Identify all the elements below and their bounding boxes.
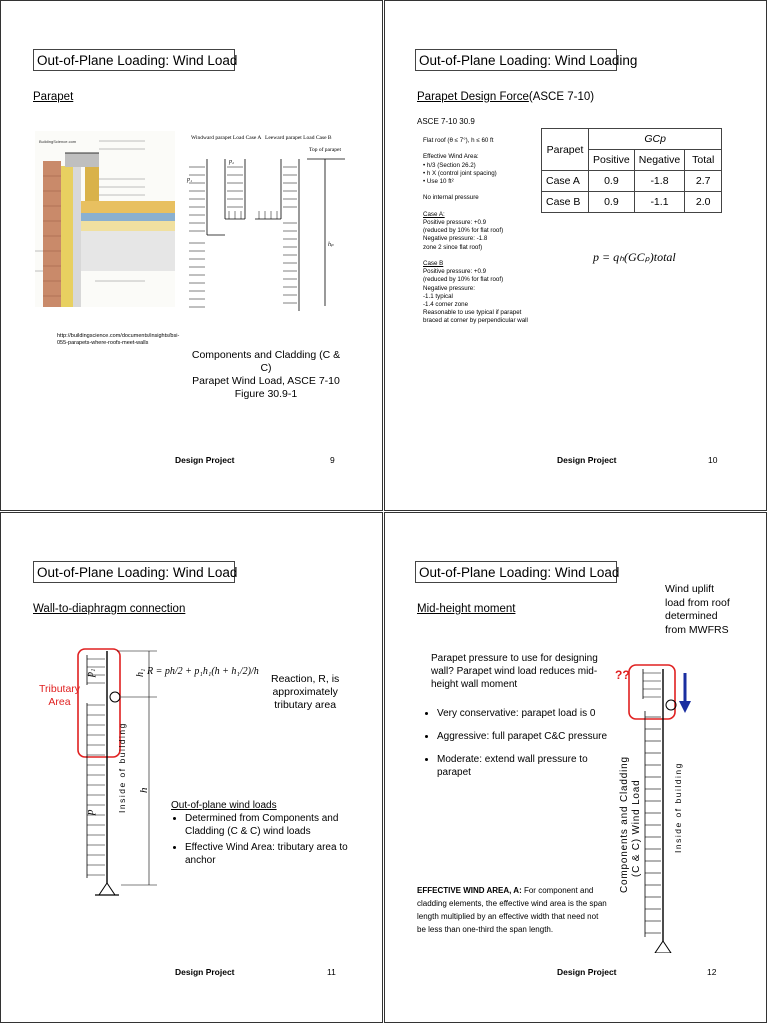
p1-label: p₁ xyxy=(187,177,193,183)
table-row xyxy=(542,171,722,192)
slide-subtitle: Parapet xyxy=(33,91,74,103)
note-line: -1.4 corner zone xyxy=(423,301,469,309)
caption-line: Figure 30.9-1 xyxy=(234,388,298,400)
slide-9 xyxy=(0,0,383,511)
page-number: 10 xyxy=(708,455,718,465)
parapet-wind-load-figure xyxy=(185,131,361,331)
list-item: • Determined from Components and Cladding (C & C) wind loads xyxy=(185,812,351,838)
inside-of-building-label: Inside of building xyxy=(673,762,683,853)
caption-line: Parapet Wind Load, ASCE 7-10 xyxy=(192,375,340,387)
watermark: BuildingScience.com xyxy=(39,139,77,144)
slide-title: Out-of-Plane Loading: Wind Load xyxy=(33,561,235,583)
table-cell: Case B xyxy=(542,192,589,213)
question-mark-label: ?? xyxy=(615,668,630,682)
list-item: • Effective Wind Area: tributary area to anchor xyxy=(185,841,351,867)
tributary-area-box xyxy=(78,649,120,757)
p1-label: p₁ xyxy=(85,668,96,677)
note-line: Positive pressure: +0.9 xyxy=(423,268,487,276)
table-header: Negative xyxy=(634,150,684,171)
uplift-arrowhead xyxy=(679,701,691,713)
h-label: h xyxy=(138,787,150,793)
wall-connection-diagram xyxy=(77,643,177,913)
wind-uplift-note: Wind uplift load from roof determined from MWFRS xyxy=(665,583,730,636)
slide-title: Out-of-Plane Loading: Wind Load xyxy=(33,49,235,71)
note-line: (reduced by 10% for flat roof) xyxy=(423,276,504,284)
mid-height-moment-diagram xyxy=(611,663,707,953)
table-header: Positive xyxy=(589,150,635,171)
note-line: Case A: xyxy=(423,210,445,218)
figure-caption xyxy=(191,349,341,401)
note-line: -1.1 typical xyxy=(423,292,453,300)
slide-title: Out-of-Plane Loading: Wind Load xyxy=(415,561,617,583)
note-line: (reduced by 10% for flat roof) xyxy=(423,227,504,235)
note-line: Case B xyxy=(423,260,444,268)
note-line: • h/3 (Section 26.2) xyxy=(423,161,476,169)
note-line: • Use 10 ft² xyxy=(423,178,454,186)
note-line: zone 2 since flat roof) xyxy=(423,243,483,251)
note-line: Positive pressure: +0.9 xyxy=(423,219,487,227)
table-cell: 0.9 xyxy=(589,171,635,192)
footer: Design Project xyxy=(557,455,617,465)
list-item: • Aggressive: full parapet C&C pressure xyxy=(437,730,617,743)
table-cell: -1.8 xyxy=(634,171,684,192)
caption-line: Components and Cladding (C & C) xyxy=(191,349,341,374)
parapet-section-illustration xyxy=(35,131,175,307)
reaction-formula: R = ph/2 + p₁h₁(h + h₁/2)/h xyxy=(147,666,259,677)
inside-of-building-label: Inside of building xyxy=(117,722,127,813)
table-group-header: GCp xyxy=(589,129,722,150)
gcp-table xyxy=(541,128,722,213)
note-line: Negative pressure: xyxy=(423,284,475,292)
list-item: • Moderate: extend wall pressure to parapet xyxy=(437,753,617,779)
slide-11 xyxy=(0,512,383,1023)
page-number: 9 xyxy=(330,455,335,465)
section-ref: ASCE 7-10 30.9 xyxy=(417,117,475,126)
slide-subtitle: Wall-to-diaphragm connection xyxy=(33,603,186,615)
reaction-note: Reaction, R, is approximately tributary area xyxy=(271,673,340,711)
case-a-label: Windward parapet Load Case A xyxy=(191,135,262,141)
footer: Design Project xyxy=(175,967,235,977)
h1-label: h₁ xyxy=(135,668,146,677)
pressure-formula: p = qₕ(GCₚ)total xyxy=(593,250,676,264)
cc-label-line2: (C & C) Wind Load xyxy=(631,779,642,877)
note-line: Effective Wind Area: xyxy=(423,153,479,161)
hp-label: hₚ xyxy=(328,242,334,248)
table-cell: 0.9 xyxy=(589,192,635,213)
note-line: No internal pressure xyxy=(423,194,479,202)
top-parapet-label: Top of parapet xyxy=(309,147,341,153)
list-item: • Very conservative: parapet load is 0 xyxy=(437,707,617,720)
slide-subtitle: Parapet Design Force(ASCE 7-10) xyxy=(417,91,595,103)
slide-12 xyxy=(384,512,767,1023)
footer: Design Project xyxy=(557,967,617,977)
table-row xyxy=(542,192,722,213)
case-b-label: Leeward parapet Load Case B xyxy=(265,135,332,141)
note-line xyxy=(423,252,573,260)
cc-label-line1: Components and Cladding xyxy=(619,756,630,893)
note-line: Reasonable to use typical if parapet xyxy=(423,309,522,317)
footer: Design Project xyxy=(175,455,235,465)
slide-subtitle: Mid-height moment xyxy=(417,603,516,615)
source-url: http://buildingscience.com/documents/insights/bsi-055-parapets-where-roofs-meet-walls xyxy=(57,333,180,346)
note-line: braced at corner by perpendicular wall xyxy=(423,317,528,325)
intro-text: Parapet pressure to use for designing wall? Parapet wind load reduces mid-height wall moment xyxy=(431,653,598,690)
page-number: 12 xyxy=(707,967,717,977)
p-label: p xyxy=(84,809,96,815)
table-header: Parapet xyxy=(542,129,589,171)
page-number: 11 xyxy=(327,967,336,977)
table-cell: 2.0 xyxy=(685,192,722,213)
table-header: Total xyxy=(685,150,722,171)
options-list xyxy=(423,707,617,782)
note-line: • h X (control joint spacing) xyxy=(423,169,497,177)
note-line: Flat roof (θ ≤ 7°), h ≤ 60 ft xyxy=(423,137,494,144)
table-cell: 2.7 xyxy=(685,171,722,192)
effective-wind-area-note: EFFECTIVE WIND AREA, A: For component and cladding elements, the effective wind area is the span length multiplied by an effective width that need not be less than one-third the span length. xyxy=(417,886,607,934)
table-cell: -1.1 xyxy=(634,192,684,213)
table-cell: Case A xyxy=(542,171,589,192)
slide-10 xyxy=(384,0,767,511)
note-line: Negative pressure: -1.8 xyxy=(423,235,488,243)
p2-label: p₂ xyxy=(229,159,235,165)
out-of-plane-bullets: Out-of-plane wind loads • Determined from Components and Cladding (C & C) wind loads • Effective Wind Area: tributary area to anchor xyxy=(171,799,351,870)
slide-title: Out-of-Plane Loading: Wind Loading xyxy=(415,49,617,71)
tributary-area-label: Tributary Area xyxy=(39,683,81,708)
